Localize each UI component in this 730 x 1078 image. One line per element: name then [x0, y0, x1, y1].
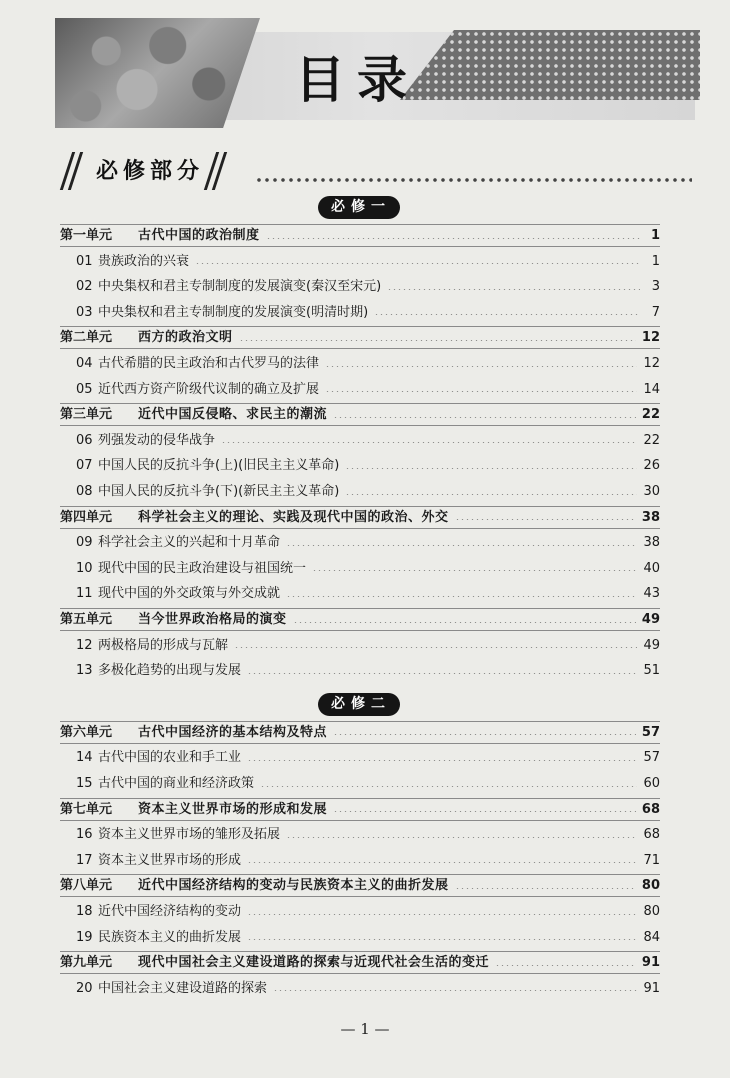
lesson-number: 06 — [76, 432, 93, 448]
unit-label: 第九单元 — [60, 955, 113, 971]
lesson-title: 古代中国的商业和经济政策 — [98, 776, 255, 791]
dot-leader — [247, 862, 637, 863]
unit-divider — [60, 630, 660, 631]
lesson-number: 13 — [76, 663, 93, 679]
lesson-entry[interactable] — [60, 636, 660, 656]
lesson-entry[interactable] — [60, 584, 660, 604]
unit-title: 近代中国经济结构的变动与民族资本主义的曲折发展 — [138, 878, 449, 894]
lesson-title: 资本主义世界市场的雏形及拓展 — [98, 827, 281, 843]
lesson-entry[interactable] — [60, 825, 660, 845]
dot-leader — [333, 417, 636, 418]
dot-leader — [239, 340, 636, 341]
dot-leader — [455, 888, 636, 889]
unit-entry[interactable] — [60, 723, 660, 743]
section-heading — [60, 150, 700, 194]
lesson-page-number: 30 — [643, 484, 660, 499]
lesson-entry[interactable] — [60, 661, 660, 681]
unit-divider — [60, 820, 660, 821]
unit-entry[interactable] — [60, 226, 660, 246]
dot-leader — [387, 289, 640, 290]
lesson-page-number: 40 — [643, 560, 660, 576]
dot-leader — [374, 314, 640, 315]
lesson-number: 20 — [76, 980, 93, 996]
unit-title: 古代中国的政治制度 — [138, 228, 260, 243]
lesson-entry[interactable] — [60, 979, 660, 999]
lesson-page-number: 3 — [651, 279, 660, 295]
unit-page-number: 91 — [641, 955, 660, 971]
unit-entry[interactable] — [60, 800, 660, 820]
lesson-page-number: 1 — [651, 253, 660, 269]
dot-leader — [325, 391, 637, 392]
unit-title: 科学社会主义的理论、实践及现代中国的政治、外交 — [138, 509, 449, 525]
unit-divider — [60, 874, 660, 875]
unit-page-number: 49 — [641, 612, 660, 627]
unit-label: 第五单元 — [60, 612, 113, 627]
unit-label: 第八单元 — [60, 878, 113, 894]
lesson-title: 中央集权和君主专制制度的发展演变(明清时期) — [98, 304, 369, 320]
unit-divider — [60, 224, 660, 225]
dot-leader — [325, 366, 637, 367]
unit-title: 近代中国反侵略、求民主的潮流 — [138, 407, 328, 423]
unit-divider — [60, 798, 660, 799]
lesson-title: 古代中国的农业和手工业 — [98, 750, 242, 766]
unit-page-number: 38 — [641, 509, 660, 525]
unit-divider — [60, 528, 660, 529]
lesson-number: 15 — [76, 776, 93, 791]
lesson-title: 两极格局的形成与瓦解 — [98, 637, 229, 653]
dot-leader — [333, 734, 636, 735]
unit-entry[interactable] — [60, 508, 660, 528]
unit-entry[interactable] — [60, 610, 660, 630]
unit-divider — [60, 425, 660, 426]
lesson-entry[interactable] — [60, 928, 660, 948]
lesson-entry[interactable] — [60, 354, 660, 374]
unit-divider — [60, 973, 660, 974]
dot-leader — [234, 647, 637, 648]
lesson-entry[interactable] — [60, 303, 660, 323]
unit-title: 西方的政治文明 — [138, 330, 233, 346]
unit-divider — [60, 326, 660, 327]
dot-leader — [247, 914, 637, 915]
unit-label: 第七单元 — [60, 801, 113, 817]
unit-divider — [60, 246, 660, 247]
lesson-title: 近代西方资产阶级代议制的确立及扩展 — [98, 381, 320, 397]
dotted-rule — [255, 178, 692, 182]
lesson-number: 14 — [76, 750, 93, 766]
lesson-page-number: 80 — [643, 904, 660, 919]
lesson-title: 中国人民的反抗斗争(下)(新民主主义革命) — [98, 484, 340, 499]
dot-leader — [333, 811, 636, 812]
lesson-page-number: 91 — [643, 980, 660, 996]
lesson-number: 11 — [76, 586, 93, 602]
unit-page-number: 68 — [641, 801, 660, 817]
unit-entry[interactable] — [60, 328, 660, 348]
lesson-entry[interactable] — [60, 456, 660, 476]
unit-divider — [60, 743, 660, 744]
lesson-page-number: 43 — [643, 586, 660, 602]
lesson-page-number: 12 — [643, 356, 660, 371]
dot-leader — [293, 622, 636, 623]
lesson-number: 10 — [76, 560, 93, 576]
lesson-title: 近代中国经济结构的变动 — [98, 904, 242, 919]
lesson-number: 03 — [76, 304, 93, 320]
unit-title: 资本主义世界市场的形成和发展 — [138, 801, 328, 817]
lesson-page-number: 51 — [643, 663, 660, 679]
lesson-page-number: 71 — [643, 852, 660, 868]
lesson-title: 贵族政治的兴衰 — [98, 253, 190, 269]
lesson-number: 19 — [76, 929, 93, 945]
unit-divider — [60, 721, 660, 722]
unit-page-number: 22 — [641, 407, 660, 423]
unit-label: 第三单元 — [60, 407, 113, 423]
lesson-title: 中国社会主义建设道路的探索 — [98, 980, 268, 996]
lesson-title: 多极化趋势的出现与发展 — [98, 663, 242, 679]
lesson-title: 现代中国的民主政治建设与祖国统一 — [98, 560, 307, 576]
lesson-number: 09 — [76, 535, 93, 551]
lesson-entry[interactable] — [60, 252, 660, 272]
page-number: — 1 — — [340, 1020, 390, 1038]
lesson-page-number: 22 — [643, 432, 660, 448]
dot-leader — [286, 596, 637, 597]
lesson-page-number: 49 — [643, 637, 660, 653]
unit-page-number: 1 — [650, 228, 660, 243]
lesson-entry[interactable] — [60, 380, 660, 400]
lesson-entry[interactable] — [60, 277, 660, 297]
unit-label: 第四单元 — [60, 509, 113, 525]
lesson-title: 中国人民的反抗斗争(上)(旧民主主义革命) — [98, 458, 340, 474]
lesson-page-number: 57 — [643, 750, 660, 766]
lesson-page-number: 26 — [643, 458, 660, 474]
lesson-entry[interactable] — [60, 774, 660, 794]
lesson-number: 04 — [76, 356, 93, 371]
lesson-page-number: 38 — [643, 535, 660, 551]
section-label: 必修部分 — [96, 159, 205, 184]
lesson-number: 17 — [76, 852, 93, 868]
unit-page-number: 80 — [641, 878, 660, 894]
lesson-title: 中央集权和君主专制制度的发展演变(秦汉至宋元) — [98, 279, 382, 295]
dot-leader — [273, 990, 637, 991]
lesson-title: 民族资本主义的曲折发展 — [98, 929, 242, 945]
module-badge: 必修一 — [318, 196, 400, 219]
lesson-number: 07 — [76, 458, 93, 474]
lesson-entry[interactable] — [60, 851, 660, 871]
lesson-page-number: 14 — [643, 381, 660, 397]
unit-label: 第一单元 — [60, 228, 113, 243]
lesson-entry[interactable] — [60, 748, 660, 768]
dot-leader — [247, 939, 637, 940]
dot-leader — [286, 837, 637, 838]
unit-entry[interactable] — [60, 953, 660, 973]
unit-divider — [60, 896, 660, 897]
lesson-page-number: 60 — [643, 776, 660, 791]
unit-title: 当今世界政治格局的演变 — [138, 612, 287, 627]
dot-leader — [247, 673, 637, 674]
lesson-number: 16 — [76, 827, 93, 843]
dot-leader — [455, 519, 636, 520]
lesson-page-number: 84 — [643, 929, 660, 945]
unit-divider — [60, 403, 660, 404]
lesson-page-number: 7 — [651, 304, 660, 320]
lesson-number: 18 — [76, 904, 93, 919]
lesson-title: 科学社会主义的兴起和十月革命 — [98, 535, 281, 551]
lesson-entry[interactable] — [60, 902, 660, 922]
dot-leader — [495, 965, 636, 966]
unit-page-number: 57 — [641, 724, 660, 740]
unit-title: 古代中国经济的基本结构及特点 — [138, 724, 328, 740]
unit-divider — [60, 348, 660, 349]
lesson-number: 05 — [76, 381, 93, 397]
lesson-entry[interactable] — [60, 431, 660, 451]
lesson-entry[interactable] — [60, 559, 660, 579]
module-badge: 必修二 — [318, 693, 400, 716]
lesson-title: 现代中国的外交政策与外交成就 — [98, 586, 281, 602]
unit-label: 第六单元 — [60, 724, 113, 740]
unit-title: 现代中国社会主义建设道路的探索与近现代社会生活的变迁 — [138, 955, 490, 971]
lesson-number: 01 — [76, 253, 93, 269]
lesson-entry[interactable] — [60, 482, 660, 502]
unit-divider — [60, 608, 660, 609]
lesson-number: 12 — [76, 637, 93, 653]
unit-label: 第二单元 — [60, 330, 113, 346]
dot-leader — [286, 545, 637, 546]
dot-leader — [345, 494, 637, 495]
dot-leader — [266, 238, 640, 239]
page-title: 目录 — [295, 51, 419, 109]
dot-leader — [260, 786, 637, 787]
unit-divider — [60, 951, 660, 952]
lesson-title: 列强发动的侵华战争 — [98, 432, 216, 448]
lesson-entry[interactable] — [60, 533, 660, 553]
unit-page-number: 12 — [641, 330, 660, 346]
dot-leader — [195, 263, 640, 264]
unit-entry[interactable] — [60, 405, 660, 425]
lesson-title: 古代希腊的民主政治和古代罗马的法律 — [98, 356, 320, 371]
lesson-number: 08 — [76, 484, 93, 499]
dot-leader — [312, 570, 637, 571]
lesson-page-number: 68 — [643, 827, 660, 843]
unit-entry[interactable] — [60, 876, 660, 896]
dot-leader — [221, 442, 637, 443]
dot-leader — [247, 760, 637, 761]
lesson-title: 资本主义世界市场的形成 — [98, 852, 242, 868]
dot-leader — [345, 468, 637, 469]
lesson-number: 02 — [76, 279, 93, 295]
unit-divider — [60, 506, 660, 507]
